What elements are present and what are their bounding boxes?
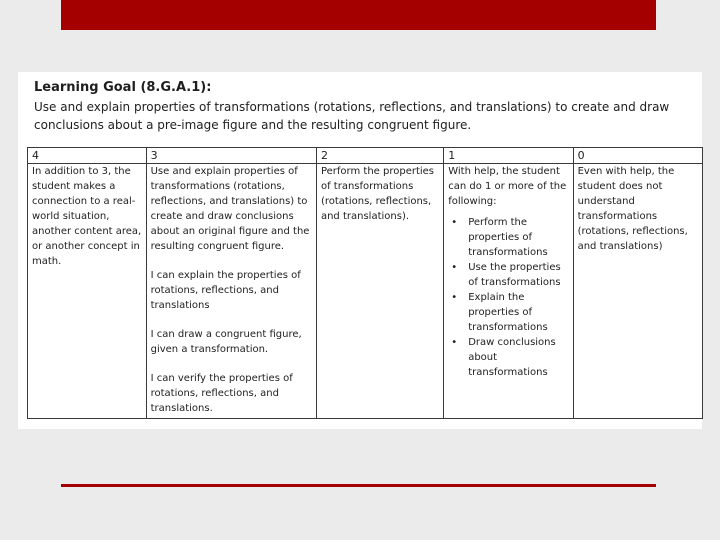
rubric-description-row bbox=[28, 164, 703, 419]
score-header-1: 1 bbox=[444, 148, 573, 164]
score-4-description bbox=[28, 164, 147, 419]
score-4-text: In addition to 3, the student makes a connection to a real-world situation, another content area, or another concept in math. bbox=[32, 166, 142, 267]
bottom-accent-rule bbox=[61, 484, 656, 487]
score-0-description bbox=[573, 164, 702, 419]
score-3-statement: I can verify the properties of rotations, reflections, and translations. bbox=[150, 373, 293, 414]
score-1-bullet-list bbox=[448, 215, 568, 380]
score-2-description bbox=[316, 164, 443, 419]
score-1-description bbox=[444, 164, 573, 419]
score-3-description bbox=[146, 164, 316, 419]
score-3-statement: I can draw a congruent figure, given a transformation. bbox=[150, 329, 302, 355]
score-header-2: 2 bbox=[316, 148, 443, 164]
list-item: • Explain the properties of transformations bbox=[468, 290, 568, 335]
score-header-0: 0 bbox=[573, 148, 702, 164]
rubric-header-row bbox=[28, 148, 703, 164]
rubric-table bbox=[27, 147, 703, 419]
learning-goal-text: Use and explain properties of transformations (rotations, reflections, and translations) to create and draw conclusions about a pre-image figure and the resulting congruent figure. bbox=[34, 100, 670, 132]
list-item: • Use the properties of transformations bbox=[468, 260, 568, 290]
score-header-4: 4 bbox=[28, 148, 147, 164]
score-header-3: 3 bbox=[146, 148, 316, 164]
list-item: • Draw conclusions about transformations bbox=[468, 335, 568, 380]
rubric-document bbox=[18, 72, 702, 429]
score-2-text: Perform the properties of transformations (rotations, reflections, and translations). bbox=[320, 166, 435, 222]
top-accent-bar bbox=[61, 0, 656, 30]
score-3-intro: Use and explain properties of transformations (rotations, reflections, and translations) to create and draw conclusions about an original figure and the resulting congruent figure. bbox=[150, 166, 310, 252]
score-1-intro: With help, the student can do 1 or more of the following: bbox=[448, 166, 567, 207]
score-3-statement: I can explain the properties of rotations, reflections, and translations bbox=[150, 270, 301, 311]
score-0-text: Even with help, the student does not understand transformations (rotations, reflections, and translations) bbox=[577, 166, 688, 252]
list-item: • Perform the properties of transformations bbox=[468, 215, 568, 260]
learning-goal-title: Learning Goal (8.G.A.1): bbox=[34, 80, 212, 95]
